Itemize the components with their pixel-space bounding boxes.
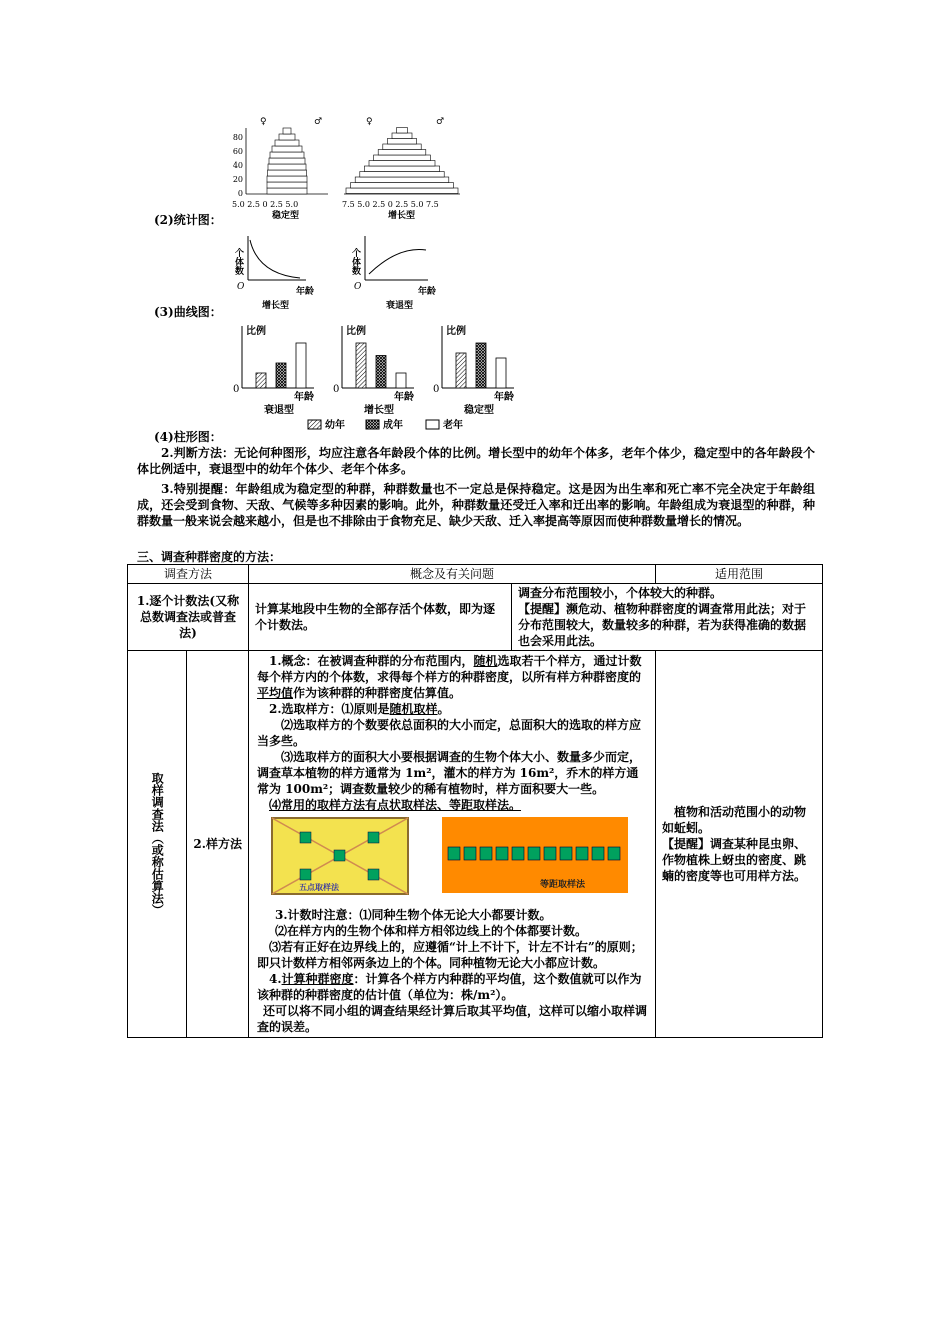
method-sampling: 取样调查法（或称估算法） <box>128 651 187 1038</box>
pyramid-bar <box>355 177 449 183</box>
pyramid-bar <box>279 134 295 140</box>
header-method: 调查方法 <box>128 565 249 584</box>
legend-adult: 成年 <box>383 420 403 431</box>
bar-x-label: 年龄 <box>394 392 414 403</box>
sampling-images <box>257 813 647 907</box>
equidistant-squares <box>448 847 620 860</box>
sample-square <box>448 847 460 860</box>
section-title: 三、调查种群密度的方法： <box>137 550 282 564</box>
female-symbol-2: ♀ <box>366 117 373 127</box>
pyramid-bar <box>272 146 302 152</box>
pyramid-bar <box>270 152 304 158</box>
five-point-sampling-image <box>271 817 411 901</box>
y-tick: 20 <box>232 175 243 184</box>
paragraph-reminder: 3.特别提醒：年龄组成为稳定型的种群，种群数量也不一定总是保持稳定。这是因为出生率和死亡率不完全决定于年龄组成，还会受到食物、天敌、气候等多种因素的影响。此外，种群数量还受迁入率和迁出率的影响。年龄组成为衰退型的种群，种群数量一般来说会越来越小，但是也不排除由于食物充足、缺少天敌、迁入率提高等原因而使种群数量增长的情况。 <box>137 482 815 528</box>
x-label-2: 年龄 <box>418 287 437 297</box>
sample-square <box>560 847 572 860</box>
pyramid-bar <box>387 139 416 145</box>
pyramid-bar <box>383 144 421 150</box>
y-tick: 40 <box>232 161 243 170</box>
bar <box>256 373 266 388</box>
bar-caption: 衰退型 <box>264 405 294 416</box>
pyramid-bar <box>267 182 307 188</box>
curve-figure <box>228 232 458 312</box>
sample-square <box>544 847 556 860</box>
y-label: 个体数 <box>233 248 243 275</box>
scope-quadrat: 植物和活动范围小的动物如蚯蚓。 【提醒】调查某种昆虫卵、作物植株上蚜虫的密度、跳蝻的密度等也可用样方法。 <box>656 651 823 1038</box>
bar-figure <box>228 322 548 432</box>
growth-caption: 增长型 <box>388 211 416 221</box>
table-header-row <box>128 565 823 584</box>
stable-x-ticks: 5.0 2.5 0 2.5 5.0 <box>232 200 299 209</box>
concept-count: 计算某地段中生物的全部存活个体数，即为逐个计数法。 <box>249 584 512 651</box>
pyramid-bar <box>378 150 426 156</box>
bar-caption: 增长型 <box>364 405 394 416</box>
bar-y-label: 比例 <box>246 326 266 337</box>
method-quadrat: 2.样方法 <box>187 651 249 1038</box>
bar <box>396 373 406 388</box>
scope-count-b: 【提醒】濒危动、植物种群密度的调查常用此法；对于分布范围较大，数量较多的种群，若为获得准确的数据也会采用此法。 <box>518 602 807 648</box>
pyramid-bar <box>351 183 454 189</box>
y-tick: 80 <box>232 133 243 142</box>
header-scope: 适用范围 <box>656 565 823 584</box>
scope-count <box>512 584 823 651</box>
label-stat: (2)统计图： <box>154 213 222 227</box>
bar <box>276 363 286 388</box>
bar-origin: 0 <box>433 384 440 395</box>
pyramid-bar <box>267 188 307 194</box>
y-tick: 60 <box>232 147 243 156</box>
bar <box>476 343 486 388</box>
y-tick: 0 <box>237 189 243 198</box>
pyramid-figure <box>228 114 478 224</box>
origin-2: O <box>354 282 362 292</box>
pyramid-bar <box>267 176 307 182</box>
bar <box>296 343 306 388</box>
method-count: 1.逐个计数法(又称总数调查法或普查法) <box>128 584 249 651</box>
sample-square <box>608 847 620 860</box>
bar-charts <box>233 324 514 416</box>
legend-old: 老年 <box>443 420 463 431</box>
bar <box>376 356 386 389</box>
five-point-caption: 五点取样法 <box>299 882 339 892</box>
method-table <box>127 564 823 1038</box>
sample-square <box>528 847 540 860</box>
scope-count-a: 调查分布范围较小，个体较大的种群。 <box>518 586 723 600</box>
equidistant-sampling-image <box>442 817 628 893</box>
pyramid-bar <box>268 164 306 170</box>
decline-caption: 衰退型 <box>386 301 414 311</box>
bar <box>356 343 366 388</box>
sample-square <box>496 847 508 860</box>
sample-square <box>576 847 588 860</box>
y-ticks <box>233 133 243 198</box>
pyramid-bar <box>369 161 435 167</box>
bar-y-label: 比例 <box>346 326 366 337</box>
bar <box>496 358 506 388</box>
label-curve: (3)曲线图： <box>154 305 222 319</box>
pyramid-bar <box>364 166 439 172</box>
paragraph-judgement: 2.判断方法：无论何种图形，均应注意各年龄段个体的比例。增长型中的幼年个体多，老年个体少，稳定型中的各年龄段个体比例适中，衰退型中的幼年个体少、老年个体多。 <box>137 446 815 476</box>
header-concept: 概念及有关问题 <box>249 565 656 584</box>
concept-quadrat: 1.概念：在被调查种群的分布范围内，随机选取若干个样方，通过计数每个样方内的个体数，求得每个样方的种群密度，以所有样方种群密度的平均值作为该种群的种群密度估算值。 2.选取样方：⑴原则是随机取样。 ⑵选取样方的个数要依总面积的大小而定，总面积大的选取的样方应当多些。 ⑶选取样方的面积大小要根据调查的生物个体大小、数量多少而定，调查草本植物的样方通常为 1m²，灌木的样方为 16m²，乔木的样方通常为 100m²；调查数量较少的稀有植物时，样方面积要大一些。 ⑷常用的取样方法有点状取样法、等距取样法。 五点取样法 等距取样法 3.计数时注意：⑴同种生物个体无论大小都要计数。 ⑵在样方内的生物个体和样方相邻边线上的个体都要计数。 ⑶若有正好在边界线上的，应遵循“计上不计下，计左不计右”的原则；即只计数样方相邻两条边上的个体。同种植物无论大小都应计数。 4.计算种群密度：计算各个样方内种群的平均值，这个数值就可以作为该种群的种群密度的估计值（单位为：株/m²）。 还可以将不同小组的调查结果经计算后取其平均值，这样可以缩小取样调查的误差。 <box>249 651 656 1038</box>
stable-caption: 稳定型 <box>272 211 300 221</box>
pyramid-bar <box>397 128 408 134</box>
legend-swatch-young <box>308 420 321 429</box>
pyramid-bar <box>283 128 291 134</box>
male-symbol-2: ♂ <box>436 117 445 127</box>
bar-y-label: 比例 <box>446 326 466 337</box>
bar-origin: 0 <box>333 384 340 395</box>
pyramid-bar <box>392 133 412 139</box>
growth-caption: 增长型 <box>262 301 290 311</box>
growth-x-ticks: 7.5 5.0 2.5 0 2.5 5.0 7.5 <box>342 200 439 209</box>
bar-origin: 0 <box>233 384 240 395</box>
bar <box>456 353 466 388</box>
legend-swatch-old <box>426 420 439 429</box>
legend-swatch-adult <box>366 420 379 429</box>
table-row <box>128 584 823 651</box>
bar-x-label: 年龄 <box>294 392 314 403</box>
pyramid-bar <box>269 158 305 164</box>
sample-square <box>592 847 604 860</box>
female-symbol: ♀ <box>260 117 267 127</box>
legend-young: 幼年 <box>325 420 345 431</box>
stable-pyramid <box>267 128 307 194</box>
x-label: 年龄 <box>296 287 315 297</box>
bar-x-label: 年龄 <box>494 392 514 403</box>
pyramid-bar <box>346 188 458 194</box>
growth-pyramid <box>346 128 458 194</box>
bar-legend <box>308 418 463 431</box>
table-row <box>128 651 823 1038</box>
pyramid-bar <box>360 172 444 178</box>
pyramid-bar <box>374 155 431 161</box>
pyramid-bar <box>275 140 299 146</box>
pyramid-bar <box>268 170 307 176</box>
bar-caption: 稳定型 <box>464 405 494 416</box>
origin: O <box>237 282 245 292</box>
sample-square <box>480 847 492 860</box>
equidistant-caption: 等距取样法 <box>540 880 586 890</box>
sample-square <box>464 847 476 860</box>
y-label-2: 个体数 <box>350 248 360 275</box>
male-symbol: ♂ <box>314 117 323 127</box>
label-bar: (4)柱形图： <box>154 430 222 444</box>
sample-square <box>512 847 524 860</box>
